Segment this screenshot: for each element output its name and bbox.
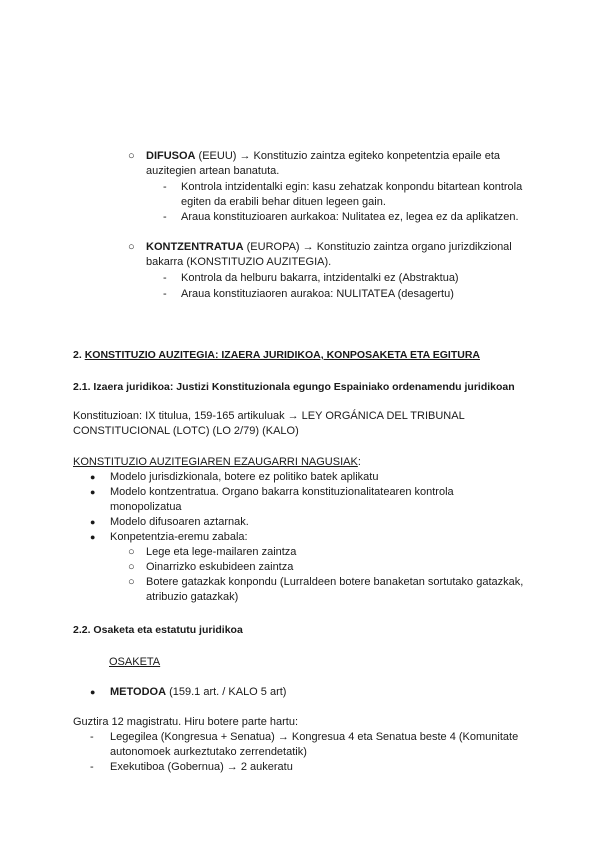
difusoa-text-1: (EEUU) → Konstituzio zaintza egiteko konpetentzia epaile eta bbox=[195, 150, 500, 162]
ezaugarri-sub-1: ○ Lege eta lege-mailaren zaintza bbox=[128, 546, 297, 558]
difusoa-sub-1-line-1: Kontrola intzidentalki egin: kasu zehatzak konpondu bitartean kontrola bbox=[181, 181, 523, 193]
section-2-heading bbox=[73, 348, 553, 363]
hollow-bullet-icon: ○ bbox=[128, 150, 135, 162]
guztira-paragraph: Guztira 12 magistratu. Hiru botere parte hartu: bbox=[73, 716, 298, 728]
konstituzioan-line-2: CONSTITUCIONAL (LOTC) (LO 2/79) (KALO) bbox=[73, 425, 299, 437]
ezaugarri-sub-3: ○ Botere gatazkak konpondu (Lurraldeen botere banaketan sortutako gatazkak, atribuzio gatazkak) bbox=[128, 576, 524, 603]
hollow-bullet-icon: ○ bbox=[128, 546, 135, 558]
filled-bullet-icon: ● bbox=[90, 517, 96, 527]
section-2-2-heading: 2.2. Osaketa eta estatutu juridikoa bbox=[73, 624, 243, 636]
difusoa-text-2: auzitegien artean banatuta. bbox=[146, 165, 280, 177]
dash-bullet-icon: - bbox=[163, 272, 167, 284]
filled-bullet-icon: ● bbox=[90, 487, 96, 497]
metodoa-text: (159.1 art. / KALO 5 art) bbox=[166, 686, 287, 698]
kontzentratua-title: KONTZENTRATUA bbox=[146, 241, 244, 253]
ezaugarri-item-1: ● Modelo jurisdizkionala, botere ez politiko batek aplikatu bbox=[90, 471, 379, 483]
guztira-item-2: - Exekutiboa (Gobernua) → 2 aukeratu bbox=[90, 761, 293, 773]
ezaugarri-item-4: ● Konpetentzia-eremu zabala: bbox=[90, 531, 248, 543]
dash-bullet-icon: - bbox=[163, 211, 167, 223]
osaketa-subheading: OSAKETA bbox=[109, 656, 161, 668]
ezaugarri-heading: KONSTITUZIO AUZITEGIAREN EZAUGARRI NAGUSIAK: bbox=[73, 456, 361, 468]
metodoa-item bbox=[90, 685, 550, 700]
kontzentratua-item bbox=[128, 240, 548, 270]
dash-bullet-icon: - bbox=[90, 731, 94, 743]
dash-bullet-icon: - bbox=[163, 181, 167, 193]
kontzentratua-sub-1-line-1: Kontrola da helburu bakarra, intzidentalki ez (Abstraktua) bbox=[181, 272, 459, 284]
section-2-1-heading: 2.1. Izaera juridikoa: Justizi Konstituzionala egungo Espainiako ordenamendu juridikoan bbox=[73, 381, 515, 393]
difusoa-item bbox=[128, 149, 548, 179]
hollow-bullet-icon: ○ bbox=[128, 241, 135, 253]
filled-bullet-icon: ● bbox=[90, 687, 96, 697]
dash-bullet-icon: - bbox=[90, 761, 94, 773]
hollow-bullet-icon: ○ bbox=[128, 576, 135, 588]
difusoa-sub-1 bbox=[163, 180, 543, 210]
guztira-item-1: - Legegilea (Kongresua + Senatua) → Kongresua 4 eta Senatua beste 4 (Komunitate autonomoek aurkeztutako zerrendetatik) bbox=[90, 731, 519, 758]
konstituzioan-paragraph bbox=[73, 409, 553, 439]
section-2-title: KONSTITUZIO AUZITEGIA: IZAERA JURIDIKOA, KONPOSAKETA ETA EGITURA bbox=[84, 349, 480, 361]
difusoa-sub-2-line-1: Araua konstituzioaren aurkakoa: Nulitatea ez, legea ez da aplikatzen. bbox=[181, 211, 519, 223]
kontzentratua-sub-1 bbox=[163, 271, 543, 286]
ezaugarri-item-3: ● Modelo difusoaren aztarnak. bbox=[90, 516, 249, 528]
section-2-number: 2. bbox=[73, 349, 82, 361]
kontzentratua-sub-2-line-1: Araua konstituziaoren aurakoa: NULITATEA (desagertu) bbox=[181, 288, 454, 300]
hollow-bullet-icon: ○ bbox=[128, 561, 135, 573]
kontzentratua-text-1: (EUROPA) → Konstituzio zaintza organo jurizdikzional bbox=[243, 241, 512, 253]
ezaugarri-sub-2: ○ Oinarrizko eskubideen zaintza bbox=[128, 561, 294, 573]
filled-bullet-icon: ● bbox=[90, 532, 96, 542]
ezaugarri-item-2: ● Modelo kontzentratua. Organo bakarra konstituzionalitatearen kontrola monopolizatua bbox=[90, 486, 454, 513]
difusoa-title: DIFUSOA bbox=[146, 150, 196, 162]
dash-bullet-icon: - bbox=[163, 288, 167, 300]
konstituzioan-line-1: Konstituzioan: IX titulua, 159-165 artikuluak → LEY ORGÁNICA DEL TRIBUNAL bbox=[73, 410, 465, 422]
metodoa-title: METODOA bbox=[110, 686, 167, 698]
difusoa-sub-2 bbox=[163, 210, 543, 225]
kontzentratua-text-2: bakarra (KONSTITUZIO AUZITEGIA). bbox=[146, 256, 332, 268]
filled-bullet-icon: ● bbox=[90, 472, 96, 482]
difusoa-sub-1-line-2: egiten da erabili behar dituen legeen gain. bbox=[181, 196, 386, 208]
kontzentratua-sub-2 bbox=[163, 287, 543, 302]
